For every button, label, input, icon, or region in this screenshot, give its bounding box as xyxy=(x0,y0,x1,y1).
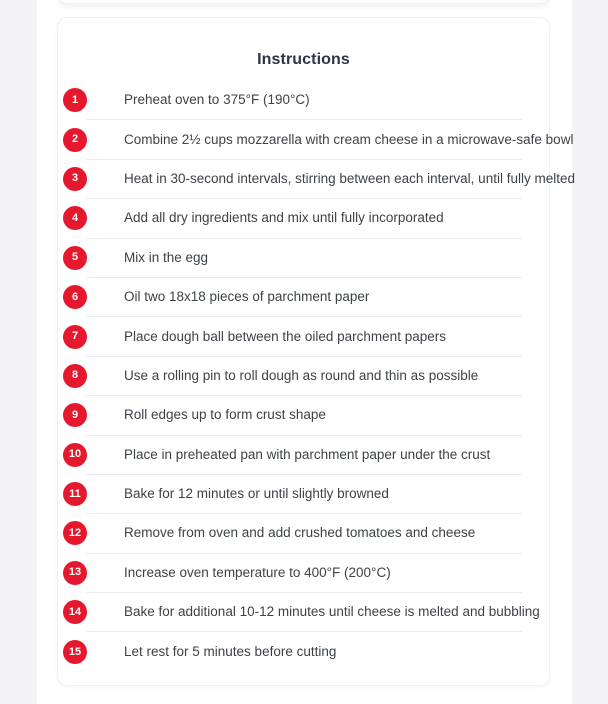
step-text: Let rest for 5 minutes before cutting xyxy=(124,644,337,660)
step-number-badge: 7 xyxy=(63,325,87,349)
step-number-badge: 8 xyxy=(63,364,87,388)
step-text: Oil two 18x18 pieces of parchment paper xyxy=(124,289,370,305)
step-number-badge: 12 xyxy=(63,521,87,545)
step-text: Preheat oven to 375°F (190°C) xyxy=(124,92,310,108)
instruction-step-row xyxy=(68,632,522,671)
step-number-badge: 10 xyxy=(63,443,87,467)
step-number-badge: 2 xyxy=(63,128,87,152)
instruction-step-row xyxy=(71,199,522,238)
instructions-title: Instructions xyxy=(257,51,350,68)
step-text: Roll edges up to form crust shape xyxy=(124,407,326,423)
instruction-step-row xyxy=(71,317,522,356)
step-text: Mix in the egg xyxy=(124,249,209,265)
instruction-step-row xyxy=(71,396,522,435)
step-number-badge: 15 xyxy=(63,640,87,664)
step-number-badge: 9 xyxy=(63,403,87,427)
step-text: Place in preheated pan with parchment paper under the crust xyxy=(124,446,491,462)
instruction-step-row xyxy=(68,593,540,632)
step-number-badge: 1 xyxy=(63,88,87,112)
step-text: Combine 2½ cups mozzarella with cream cheese in a microwave-safe bowl xyxy=(124,131,574,147)
step-text: Increase oven temperature to 400°F (200°C) xyxy=(124,564,391,580)
step-number-badge: 11 xyxy=(63,482,87,506)
instruction-step-row xyxy=(68,436,522,475)
instruction-step-row xyxy=(68,554,522,593)
step-number-badge: 6 xyxy=(63,285,87,309)
instruction-step-row xyxy=(71,81,522,120)
page-column xyxy=(37,0,575,704)
instruction-step-row xyxy=(68,514,522,553)
step-text: Heat in 30-second intervals, stirring between each interval, until fully melted xyxy=(124,170,575,186)
previous-card-bottom-edge xyxy=(57,0,550,4)
instruction-step-row xyxy=(71,120,574,159)
instruction-step-row xyxy=(71,239,522,278)
step-text: Bake for additional 10-12 minutes until cheese is melted and bubbling xyxy=(124,604,540,620)
instructions-card xyxy=(57,17,575,686)
step-text: Use a rolling pin to roll dough as round and thin as possible xyxy=(124,367,479,383)
step-text: Add all dry ingredients and mix until fully incorporated xyxy=(124,210,444,226)
step-number-badge: 13 xyxy=(63,561,87,585)
step-text: Bake for 12 minutes or until slightly browned xyxy=(124,486,389,502)
step-number-badge: 14 xyxy=(63,600,87,624)
step-number-badge: 4 xyxy=(63,206,87,230)
step-number-badge: 5 xyxy=(63,246,87,270)
step-text: Place dough ball between the oiled parchment papers xyxy=(124,328,446,344)
step-number-badge: 3 xyxy=(63,167,87,191)
step-text: Remove from oven and add crushed tomatoes and cheese xyxy=(124,525,476,541)
instruction-step-row xyxy=(71,357,522,396)
instruction-step-row xyxy=(71,278,522,317)
instruction-step-row xyxy=(71,160,575,199)
instruction-step-row xyxy=(69,475,522,514)
instructions-step-list xyxy=(68,81,575,672)
